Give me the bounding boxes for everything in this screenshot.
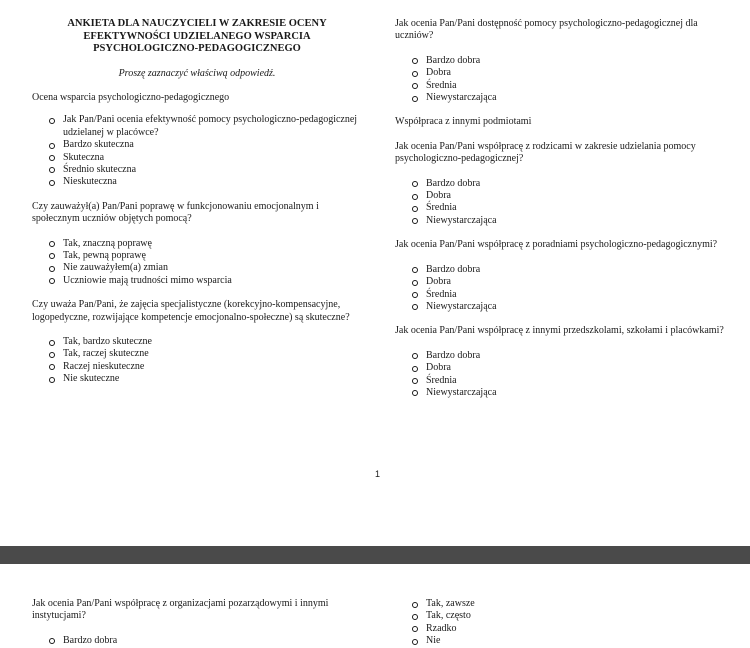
- page-separator: [0, 546, 750, 564]
- answer-option[interactable]: Niewystarczająca: [395, 215, 725, 227]
- answer-option[interactable]: Uczniowie mają trudności mimo wsparcia: [32, 275, 362, 287]
- document-title: ANKIETA DLA NAUCZYCIELI W ZAKRESIE OCENY EFEKTYWNOŚCI UDZIELANEGO WSPARCIA PSYCHOLOGICZNO-PEDAGOGICZNEGO: [67, 18, 327, 54]
- section-heading-assessment: Ocena wsparcia psychologiczno-pedagogicznego: [32, 91, 230, 103]
- answer-option[interactable]: Bardzo dobra: [395, 350, 725, 362]
- answer-option[interactable]: Niewystarczająca: [395, 301, 725, 313]
- answer-option[interactable]: Dobra: [395, 67, 725, 79]
- page-2-right-column: [412, 598, 612, 648]
- answer-option[interactable]: Niewystarczająca: [395, 92, 725, 104]
- answer-option[interactable]: Średnia: [395, 375, 725, 387]
- answer-option[interactable]: Tak, bardzo skuteczne: [32, 336, 362, 348]
- answer-option[interactable]: Raczej nieskuteczne: [32, 361, 362, 373]
- answer-option[interactable]: Średnia: [395, 289, 725, 301]
- question-text: Jak ocenia Pan/Pani współpracę z innymi przedszkolami, szkołami i placówkami?: [395, 325, 724, 337]
- answer-option[interactable]: Bardzo dobra: [395, 178, 725, 190]
- answer-option[interactable]: Bardzo dobra: [395, 264, 725, 276]
- answer-option[interactable]: Rzadko: [412, 623, 612, 635]
- answer-list: [32, 336, 362, 386]
- answer-option[interactable]: Nie zauważyłem(a) zmian: [32, 262, 362, 274]
- answer-option[interactable]: Skuteczna: [32, 152, 362, 164]
- answer-list: [395, 178, 725, 228]
- page-2-left-column: [32, 598, 362, 647]
- question-text: Jak ocenia Pan/Pani współpracę z poradniami psychologiczno-pedagogicznymi?: [395, 239, 718, 251]
- answer-list: [395, 350, 725, 400]
- answer-option[interactable]: Nie: [412, 635, 612, 647]
- answer-list: [395, 264, 725, 314]
- answer-list: [32, 635, 362, 647]
- answer-option[interactable]: Dobra: [395, 362, 725, 374]
- answer-option[interactable]: Tak, znaczną poprawę: [32, 238, 362, 250]
- answer-option[interactable]: Bardzo skuteczna: [32, 139, 362, 151]
- answer-list: [32, 238, 362, 288]
- question-text: Jak ocenia Pan/Pani współpracę z rodzicami w zakresie udzielania pomocy psychologiczno-pedagogicznej?: [395, 140, 696, 165]
- answer-option[interactable]: Średnia: [395, 80, 725, 92]
- answer-option[interactable]: Bardzo dobra: [395, 55, 725, 67]
- answer-list: [412, 598, 612, 648]
- page-number: 1: [375, 469, 381, 479]
- answer-option[interactable]: Tak, pewną poprawę: [32, 250, 362, 262]
- question-item: [32, 114, 362, 139]
- instruction-text: Proszę zaznaczyć właściwą odpowiedź.: [118, 67, 276, 79]
- answer-option[interactable]: Średnio skuteczna: [32, 164, 362, 176]
- question-text: Czy uważa Pan/Pani, że zajęcia specjalistyczne (korekcyjno-kompensacyjne, logopedyczne, rozwijające kompetencje emocjonalno-społeczne) są skuteczne?: [32, 299, 350, 323]
- question-text: Jak Pan/Pani ocenia efektywność pomocy psychologiczno-pedagogicznej udzielanej w placówce?: [63, 114, 358, 138]
- answer-option[interactable]: Nie skuteczne: [32, 373, 362, 385]
- question-text: Jak ocenia Pan/Pani współpracę z organizacjami pozarządowymi i innymi instytucjami?: [32, 598, 329, 622]
- answer-option[interactable]: Tak, często: [412, 610, 612, 622]
- document-page-2: [0, 564, 750, 646]
- page-1-right-column: [395, 18, 725, 399]
- answer-option[interactable]: Bardzo dobra: [32, 635, 362, 647]
- question-list: [32, 114, 362, 188]
- section-heading-cooperation: Współpraca z innymi podmiotami: [395, 116, 532, 128]
- page-1-left-column: [32, 18, 362, 386]
- answer-option[interactable]: Tak, zawsze: [412, 598, 612, 610]
- question-text: Czy zauważył(a) Pan/Pani poprawę w funkcjonowaniu emocjonalnym i społecznym uczniów objętych pomocą?: [32, 200, 319, 225]
- answer-option[interactable]: Dobra: [395, 190, 725, 202]
- answer-list: [395, 55, 725, 105]
- answer-option[interactable]: Dobra: [395, 276, 725, 288]
- answer-option[interactable]: Średnia: [395, 202, 725, 214]
- answer-option[interactable]: Tak, raczej skuteczne: [32, 348, 362, 360]
- answer-option[interactable]: Niewystarczająca: [395, 387, 725, 399]
- question-text: Jak ocenia Pan/Pani dostępność pomocy psychologiczno-pedagogicznej dla uczniów?: [395, 18, 698, 42]
- answer-option[interactable]: Nieskuteczna: [32, 176, 362, 188]
